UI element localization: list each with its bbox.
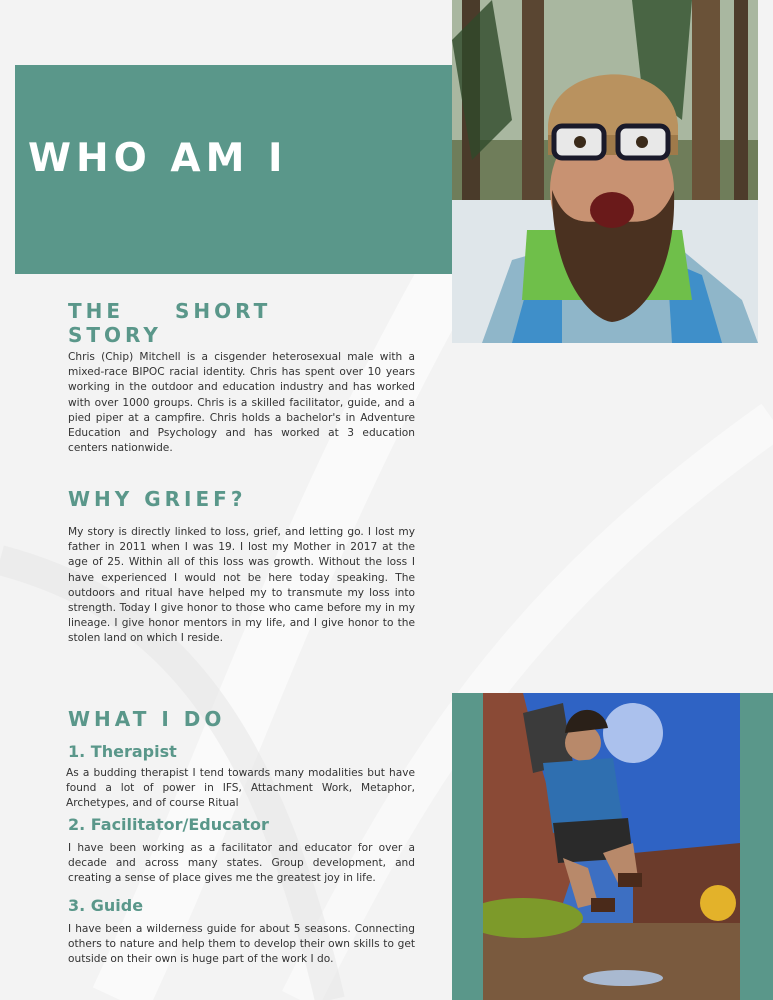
jumping-photo [483,693,740,1000]
page-title: WHO AM I [28,136,288,181]
therapist-body: As a budding therapist I tend towards many modalities but have found a lot of power in IFS, Attachment Work, Metaphor, Archetypes, and of course Ritual [66,767,415,810]
why-grief-heading: WHY GRIEF? [68,487,247,511]
short-story-heading-line1: THE SHORT [68,299,272,323]
what-i-do-heading: WHAT I DO [68,707,226,731]
facilitator-title: 2. Facilitator/Educator [68,815,269,834]
guide-body: I have been a wilderness guide for about 5 seasons. Connecting others to nature and help them to develop their own skills to get outside on their own is huge part of the work I do. [68,923,415,966]
short-story-body: Chris (Chip) Mitchell is a cisgender heterosexual male with a mixed-race BIPOC racial identity. Chris has spent over 10 years working in the outdoor and education industry and has worked with over 1000 groups. Chris is a skilled facilitator, guide, and a pied piper at a campfire. Chris holds a bachelor's in Adventure Education and Psychology and has worked at 3 education centers nationwide. [68,351,415,455]
therapist-title: 1. Therapist [68,742,177,761]
short-story-heading-line2: STORY [68,323,162,347]
guide-title: 3. Guide [68,896,144,915]
short-story-heading [68,299,271,347]
portrait-photo [452,0,758,343]
why-grief-body: My story is directly linked to loss, grief, and letting go. I lost my father in 2011 when I was 19. I lost my Mother in 2017 at the age of 25. Within all of this loss was growth. Without the loss I have experienced I would not be here today speaking. The outdoors and ritual have helped my to transmute my loss into strength. Today I give honor to those who came before my in my lineage. I give honor mentors in my life, and I give honor to the stolen land on which I reside. [68,526,415,645]
facilitator-body: I have been working as a facilitator and educator for over a decade and across many states. Group development, and creating a sense of place gives me the greatest joy in life. [68,842,415,885]
